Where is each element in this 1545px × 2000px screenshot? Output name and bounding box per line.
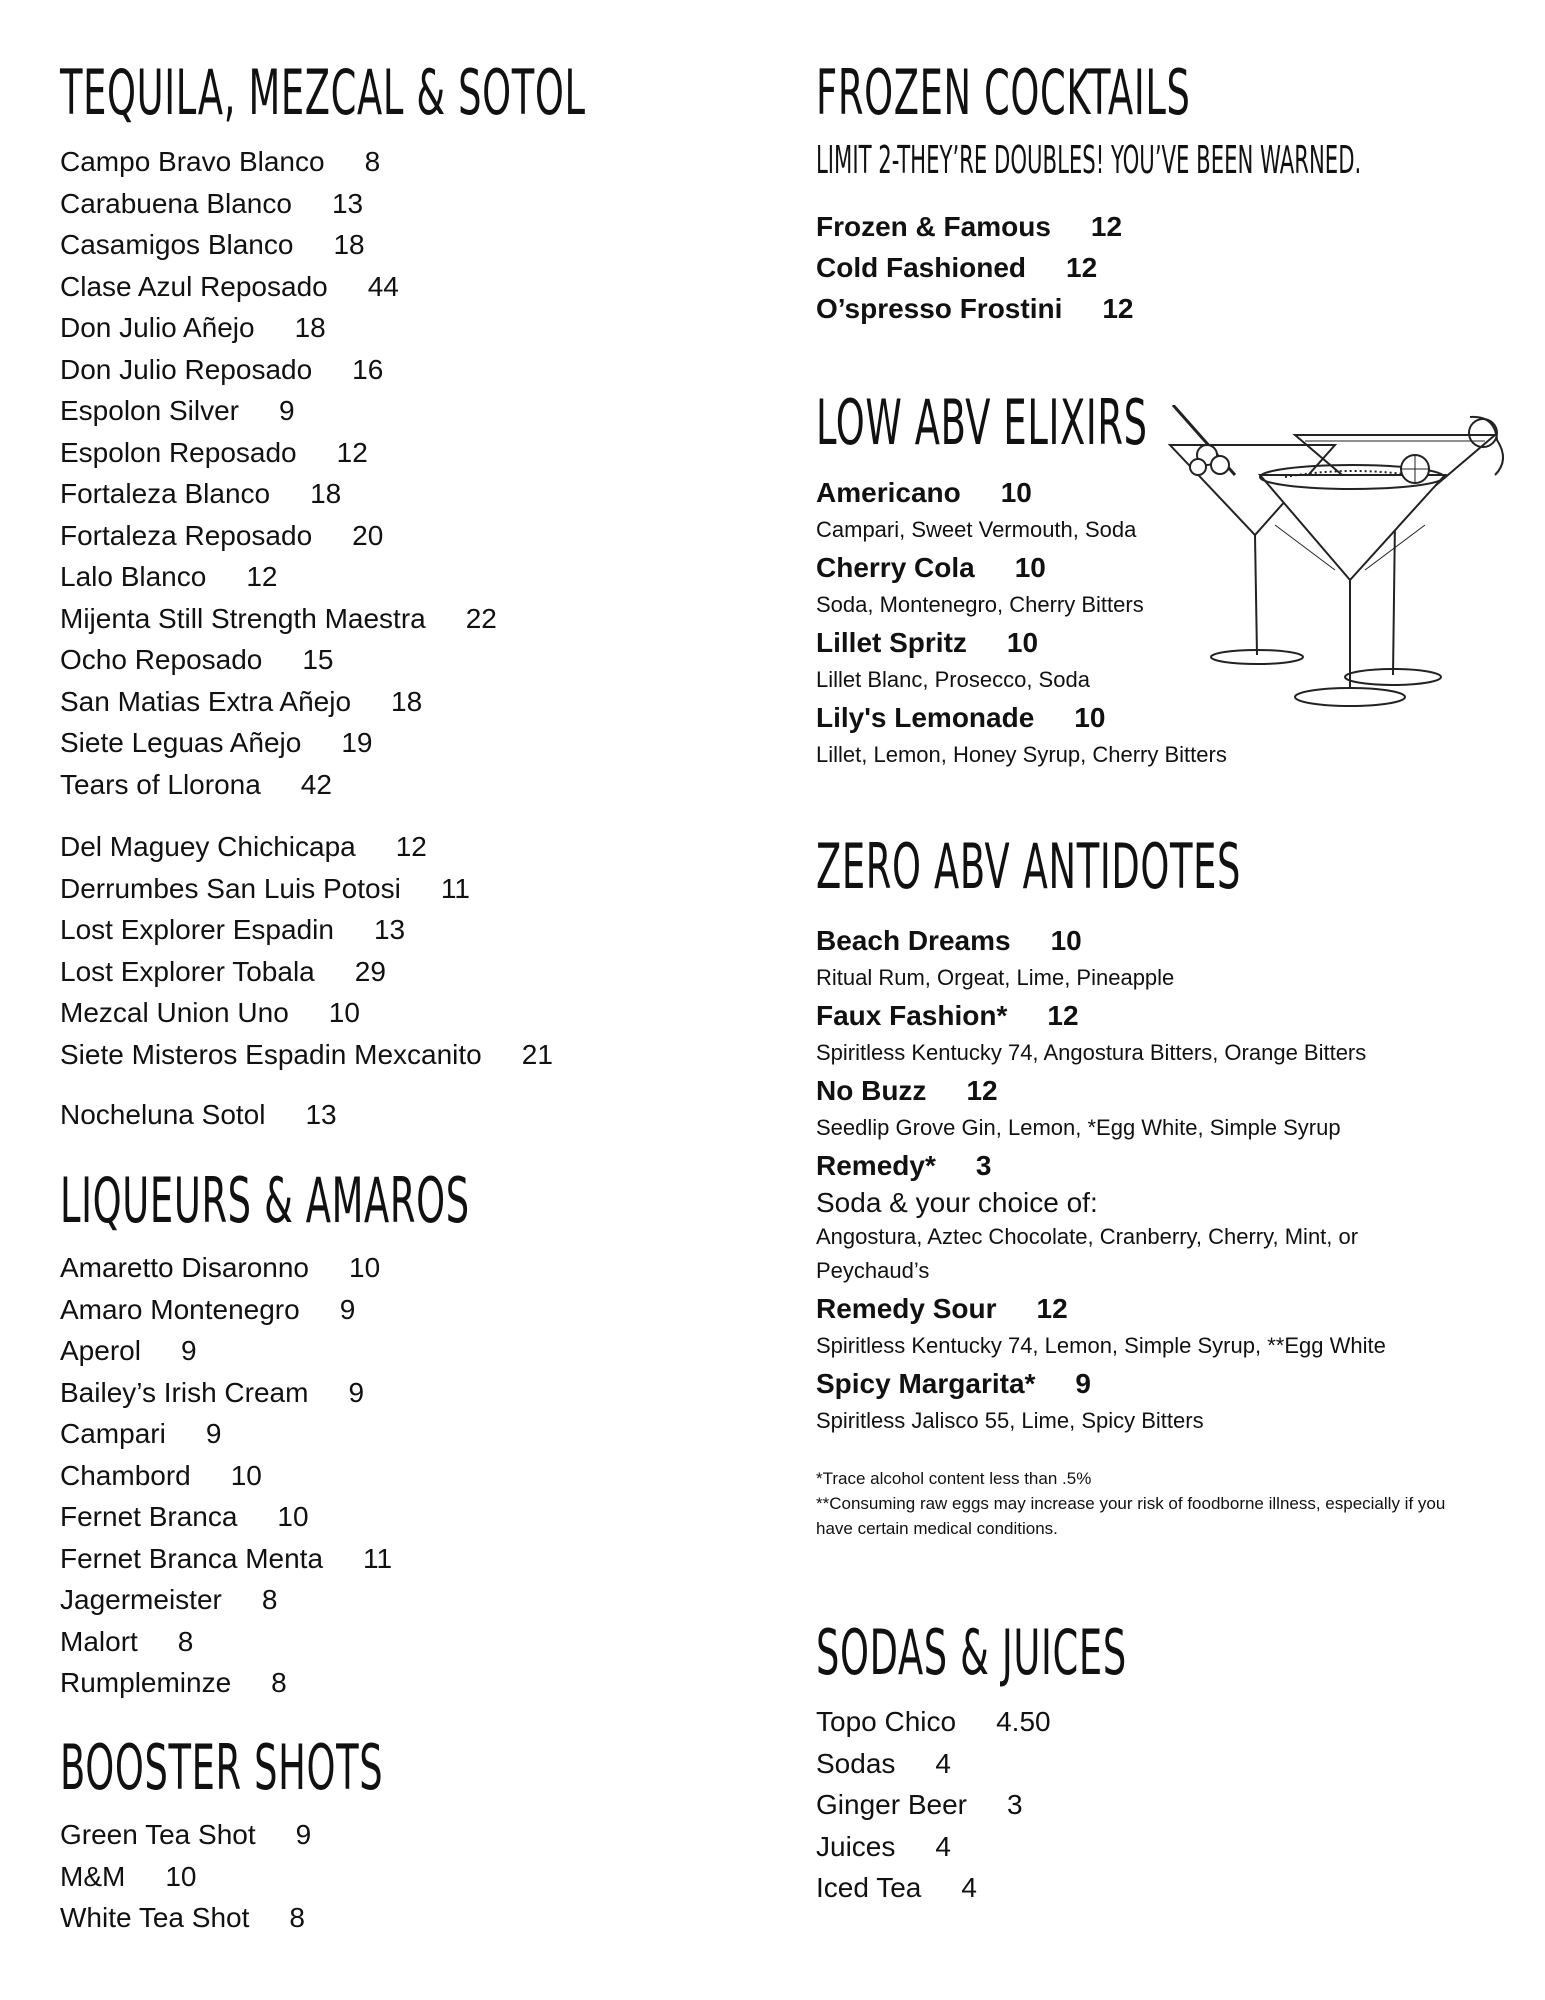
item-price: 4.50 — [996, 1706, 1051, 1737]
item-price: 10 — [1000, 477, 1032, 508]
item-row — [816, 1288, 1516, 1329]
menu-item — [60, 1330, 392, 1372]
item-name: Fortaleza Reposado — [60, 519, 313, 551]
item-row — [816, 920, 1516, 961]
item-price: 22 — [465, 602, 497, 634]
menu-item — [60, 764, 497, 806]
item-name: Lost Explorer Espadin — [60, 914, 334, 945]
menu-item — [60, 1034, 553, 1076]
item-price: 10 — [1006, 627, 1039, 658]
section-title: ZERO ABV ANTIDOTES — [816, 830, 1242, 903]
menu-item — [816, 1826, 1051, 1868]
item-description: Lillet, Lemon, Honey Syrup, Cherry Bitters — [816, 742, 1227, 767]
menu-item — [60, 1455, 392, 1497]
item-name: Frozen & Famous — [816, 211, 1051, 242]
item-price: 10 — [1014, 552, 1046, 583]
item-price: 4 — [935, 1830, 951, 1862]
item-name: Siete Leguas Añejo — [60, 727, 302, 758]
item-price: 8 — [289, 1902, 305, 1933]
menu-item — [60, 1662, 392, 1704]
item-price: 10 — [165, 1860, 197, 1892]
item-price: 18 — [294, 312, 326, 343]
frozen-list — [816, 206, 1134, 329]
item-name: Carabuena Blanco — [60, 187, 292, 219]
item-price: 19 — [341, 727, 373, 758]
menu-item — [60, 868, 553, 910]
menu-item — [60, 183, 497, 225]
item-price: 12 — [1036, 1293, 1068, 1324]
item-price: 3 — [1006, 1789, 1023, 1820]
item-price: 9 — [1075, 1368, 1091, 1399]
item-price: 12 — [246, 561, 278, 592]
menu-item — [60, 598, 497, 640]
item-name: O’spresso Frostini — [816, 293, 1063, 324]
item-price: 9 — [295, 1819, 312, 1850]
item-name: Green Tea Shot — [60, 1819, 256, 1850]
item-name: Fernet Branca — [60, 1501, 238, 1532]
item-price: 12 — [1090, 211, 1123, 242]
item-name: Rumpleminze — [60, 1667, 232, 1698]
item-name: Lost Explorer Tobala — [60, 955, 315, 987]
item-name: Fortaleza Blanco — [60, 478, 271, 509]
item-price: 10 — [1050, 925, 1082, 956]
frozen-subtitle-wrap — [816, 138, 1545, 182]
item-name: Espolon Silver — [60, 395, 239, 426]
item-name: Campo Bravo Blanco — [60, 146, 325, 177]
item-price: 29 — [354, 955, 386, 987]
menu-item — [816, 247, 1134, 288]
item-price: 8 — [271, 1667, 287, 1698]
item-price: 11 — [440, 872, 470, 904]
tequila-list — [60, 141, 497, 805]
menu-item — [60, 992, 553, 1034]
item-name: Don Julio Reposado — [60, 353, 313, 385]
item-description: Seedlip Grove Gin, Lemon, *Egg White, Simple Syrup — [816, 1115, 1341, 1140]
item-name: San Matias Extra Añejo — [60, 685, 352, 717]
remedy-item — [816, 1145, 1516, 1288]
item-name: Spicy Margarita* — [816, 1368, 1036, 1399]
menu-item — [60, 681, 497, 723]
booster-list — [60, 1814, 311, 1939]
menu-item — [60, 307, 497, 349]
item-name: Cold Fashioned — [816, 252, 1026, 283]
item-price: 15 — [302, 644, 334, 675]
frozen-section — [816, 56, 1384, 129]
item-name: Ginger Beer — [816, 1789, 967, 1820]
menu-item — [60, 639, 497, 681]
item-description: Spiritless Kentucky 74, Lemon, Simple Syrup, **Egg White — [816, 1333, 1386, 1358]
item-price: 10 — [349, 1252, 381, 1283]
menu-item — [816, 1701, 1051, 1743]
item-name: Cherry Cola — [816, 552, 975, 583]
item-price: 8 — [364, 146, 381, 177]
menu-item — [60, 390, 497, 432]
item-row — [816, 995, 1516, 1036]
item-name: Fernet Branca Menta — [60, 1542, 324, 1574]
item-price: 9 — [348, 1376, 365, 1408]
item-name: Malort — [60, 1625, 138, 1657]
item-name: Iced Tea — [816, 1872, 922, 1903]
section-title: FROZEN COCKTAILS — [816, 56, 1191, 129]
item-price: 42 — [300, 768, 332, 800]
menu-item — [60, 224, 497, 266]
item-name: Amaro Montenegro — [60, 1293, 300, 1325]
menu-item — [60, 1289, 392, 1331]
item-name: Remedy* — [816, 1150, 936, 1181]
section-title: LOW ABV ELIXIRS — [816, 386, 1148, 459]
menu-item — [60, 1094, 337, 1136]
item-name: Tears of Llorona — [60, 768, 261, 800]
section-title: LIQUEURS & AMAROS — [60, 1164, 470, 1237]
footnote-raw-eggs: **Consuming raw eggs may increase your risk of foodborne illness, especially if you have certain medical conditions. — [816, 1494, 1446, 1538]
item-name: Americano — [816, 477, 961, 508]
menu-item — [816, 206, 1134, 247]
martini-glasses-icon — [1165, 405, 1515, 715]
item-description: Campari, Sweet Vermouth, Soda — [816, 517, 1137, 542]
item-price: 8 — [261, 1584, 278, 1615]
menu-item — [816, 920, 1516, 995]
item-name: Ocho Reposado — [60, 644, 263, 675]
item-price: 13 — [331, 187, 364, 219]
item-name: Chambord — [60, 1459, 191, 1491]
menu-item — [60, 909, 553, 951]
item-name: Sodas — [816, 1747, 896, 1779]
menu-item — [60, 951, 553, 993]
item-name: Clase Azul Reposado — [60, 270, 328, 302]
item-price: 4 — [935, 1747, 951, 1779]
item-price: 11 — [363, 1542, 393, 1574]
item-price: 12 — [966, 1075, 998, 1106]
item-name: Lalo Blanco — [60, 561, 207, 592]
item-name: Faux Fashion* — [816, 1000, 1008, 1031]
item-name: Amaretto Disaronno — [60, 1252, 310, 1283]
tequila-section — [60, 56, 857, 129]
booster-section — [60, 1731, 550, 1804]
item-price: 10 — [1074, 702, 1106, 733]
menu-item — [60, 141, 497, 183]
item-row — [816, 1145, 1516, 1186]
item-price: 13 — [373, 914, 406, 945]
item-name: Derrumbes San Luis Potosi — [60, 872, 401, 904]
item-price: 20 — [352, 519, 384, 551]
zero-abv-list — [816, 920, 1516, 1541]
section-title: BOOSTER SHOTS — [60, 1731, 384, 1804]
menu-item — [816, 1867, 1051, 1909]
item-price: 9 — [339, 1293, 356, 1325]
item-price: 12 — [395, 831, 427, 862]
menu-item — [816, 288, 1134, 329]
section-subtitle: LIMIT 2-THEY’RE DOUBLES! YOU’VE BEEN WARNED. — [816, 138, 1362, 182]
item-name: Topo Chico — [816, 1706, 957, 1737]
item-row — [816, 1070, 1516, 1111]
item-name: Casamigos Blanco — [60, 229, 294, 260]
sotol-list — [60, 1094, 337, 1136]
menu-item — [60, 826, 553, 868]
item-price: 10 — [277, 1501, 309, 1532]
item-name: Don Julio Añejo — [60, 312, 255, 343]
item-name: Siete Misteros Espadin Mexcanito — [60, 1038, 482, 1070]
item-price: 18 — [310, 478, 342, 509]
item-price: 21 — [521, 1038, 553, 1070]
item-price: 13 — [305, 1099, 337, 1130]
item-price: 9 — [180, 1335, 197, 1366]
item-description: Lillet Blanc, Prosecco, Soda — [816, 667, 1090, 692]
zero-abv-section — [816, 830, 1460, 903]
menu-item — [816, 1070, 1516, 1145]
menu-item — [60, 266, 497, 308]
footnote-trace: *Trace alcohol content less than .5% — [816, 1469, 1092, 1488]
item-name: Aperol — [60, 1335, 141, 1366]
menu-item — [60, 473, 497, 515]
item-name: Espolon Reposado — [60, 436, 297, 468]
menu-item — [60, 722, 497, 764]
item-name: Mijenta Still Strength Maestra — [60, 602, 426, 634]
item-price: 18 — [333, 229, 365, 260]
sodas-list — [816, 1701, 1051, 1909]
item-description: Angostura, Aztec Chocolate, Cranberry, Cherry, Mint, or Peychaud’s — [816, 1224, 1359, 1283]
item-name: M&M — [60, 1860, 126, 1892]
item-price: 12 — [1047, 1000, 1079, 1031]
item-price: 8 — [177, 1625, 194, 1657]
item-price: 4 — [961, 1872, 977, 1903]
menu-item — [60, 1538, 392, 1580]
item-price: 3 — [975, 1150, 992, 1181]
item-price: 9 — [278, 395, 295, 426]
item-name: Bailey’s Irish Cream — [60, 1376, 309, 1408]
item-price: 10 — [230, 1459, 262, 1491]
mezcal-list — [60, 826, 553, 1075]
item-description: Ritual Rum, Orgeat, Lime, Pineapple — [816, 965, 1175, 990]
item-name: Lillet Spritz — [816, 627, 967, 658]
item-name: Beach Dreams — [816, 925, 1011, 956]
item-name: Jagermeister — [60, 1584, 222, 1615]
menu-item — [816, 995, 1516, 1070]
item-name: Lily's Lemonade — [816, 702, 1035, 733]
item-name: White Tea Shot — [60, 1902, 250, 1933]
section-title: SODAS & JUICES — [816, 1616, 1127, 1689]
item-name: Mezcal Union Uno — [60, 997, 289, 1028]
menu-item — [60, 1372, 392, 1414]
item-row — [816, 1363, 1516, 1404]
menu-item — [60, 1579, 392, 1621]
menu-item — [816, 1363, 1516, 1438]
liqueurs-section — [60, 1164, 681, 1237]
sodas-section — [816, 1616, 1287, 1689]
item-name: Campari — [60, 1418, 166, 1449]
menu-item — [816, 1288, 1516, 1363]
menu-item — [60, 349, 497, 391]
item-price: 10 — [328, 997, 360, 1028]
liqueurs-list — [60, 1247, 392, 1704]
item-price: 16 — [352, 353, 384, 385]
item-description: Soda, Montenegro, Cherry Bitters — [816, 592, 1144, 617]
menu-item — [816, 1743, 1051, 1785]
menu-item — [60, 1814, 311, 1856]
menu-item — [60, 556, 497, 598]
item-name: No Buzz — [816, 1075, 927, 1106]
item-name: Nocheluna Sotol — [60, 1099, 266, 1130]
item-description: Spiritless Jalisco 55, Lime, Spicy Bitters — [816, 1408, 1204, 1433]
menu-item — [816, 1784, 1051, 1826]
item-price: 12 — [1102, 293, 1134, 324]
menu-item — [60, 515, 497, 557]
menu-item — [60, 432, 497, 474]
menu-item — [60, 1496, 392, 1538]
item-intro: Soda & your choice of: — [816, 1187, 1098, 1218]
item-name: Del Maguey Chichicapa — [60, 831, 356, 862]
item-price: 12 — [336, 436, 368, 468]
item-price: 44 — [367, 270, 399, 302]
menu-item — [60, 1621, 392, 1663]
item-name: Juices — [816, 1830, 896, 1862]
menu-item — [60, 1247, 392, 1289]
item-name: Remedy Sour — [816, 1293, 997, 1324]
item-price: 9 — [205, 1418, 222, 1449]
item-price: 18 — [391, 685, 423, 717]
section-title: TEQUILA, MEZCAL & SOTOL — [60, 56, 586, 129]
menu-item — [60, 1856, 311, 1898]
item-description: Spiritless Kentucky 74, Angostura Bitters, Orange Bitters — [816, 1040, 1367, 1065]
menu-item — [60, 1897, 311, 1939]
item-price: 12 — [1066, 252, 1098, 283]
menu-item — [60, 1413, 392, 1455]
